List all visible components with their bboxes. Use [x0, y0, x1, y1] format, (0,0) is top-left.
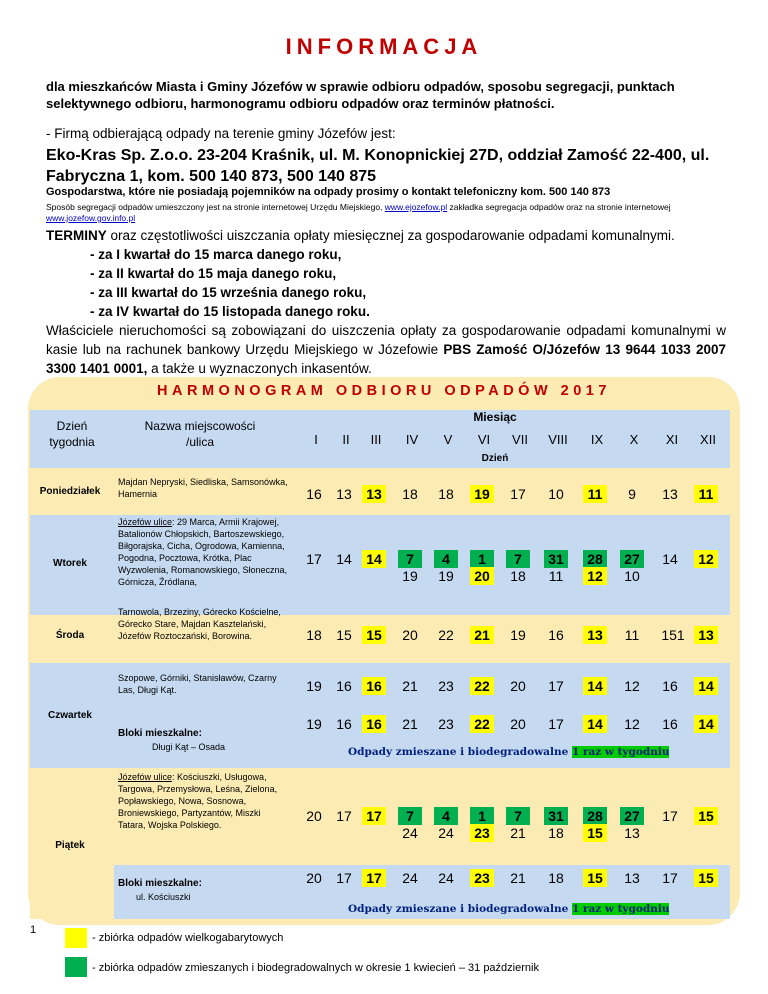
day-cell-tue_top-2: 14 — [336, 551, 352, 567]
place-tuesday-head: Józefów ulice — [118, 517, 173, 527]
firm-address: Eko-Kras Sp. Z.o.o. 23-204 Kraśnik, ul. M. Konopnickiej 27D, oddział Zamość 22-400, ul. Fabryczna 1, kom. 500 140 873, 500 140 875 — [46, 147, 710, 185]
page-title: INFORMACJA — [285, 34, 483, 59]
day-cell-wed-4: 20 — [402, 627, 418, 643]
month-header-7: VII — [512, 432, 528, 447]
month-header-6: VI — [477, 432, 491, 447]
thursday-note-highlight: 1 raz w tygodniu — [571, 746, 670, 758]
owners-paragraph — [46, 321, 726, 378]
day-cell-thu_blocks-1: 19 — [306, 716, 322, 732]
day-cell-thu_blocks-11: 16 — [662, 716, 678, 732]
day-cell-wed-8: 16 — [548, 627, 564, 643]
day-friday: Piątek — [55, 840, 85, 851]
day-cell-fri_blocks-10: 13 — [624, 870, 640, 886]
legend-yellow-text: - zbiórka odpadów wielkogabarytowych — [92, 932, 284, 944]
day-cell-fri_blocks-4: 24 — [402, 870, 418, 886]
day-cell-tue_top-12: 12 — [694, 550, 718, 568]
quarter-1: - za I kwartał do 15 marca danego roku, — [90, 247, 342, 262]
month-header-5: V — [443, 432, 453, 447]
day-cell-wed-9: 13 — [583, 626, 607, 644]
place-monday: Majdan Nepryski, Siedliska, Samsonówka, Hamernia — [118, 477, 288, 499]
ejozefow-link[interactable]: www.ejozefow.pl — [384, 202, 448, 212]
terms-heading-line — [46, 226, 726, 245]
day-wednesday: Środa — [55, 630, 85, 641]
day-cell-tue_bot-6: 20 — [470, 567, 494, 585]
friday-note-text: Odpady zmieszane i biodegradowalne — [348, 903, 569, 915]
day-cell-fri_top-5: 4 — [434, 807, 458, 825]
day-cell-fri_bot-10: 13 — [624, 825, 640, 841]
terms-section — [46, 226, 726, 378]
place-thursday: Szopowe, Górniki, Stanisławów, Czarny Las, Długi Kąt. — [118, 673, 277, 695]
month-header-3: III — [370, 432, 382, 447]
place-wednesday: Tarnowola, Brzeziny, Górecko Kościelne, Górecko Stare, Majdan Kasztelański, Józefów Roztoczański, Borowina. — [118, 607, 281, 641]
terms-heading-rest: oraz częstotliwości uiszczania opłaty miesięcznej za gospodarowanie odpadami komunalnymi. — [110, 228, 675, 243]
month-header-2: II — [342, 432, 350, 447]
day-cell-tue_top-11: 14 — [662, 551, 678, 567]
day-cell-wed-11: 151 — [661, 627, 685, 643]
day-cell-thu_blocks-9: 14 — [583, 715, 607, 733]
day-cell-fri_blocks-9: 15 — [583, 869, 607, 887]
day-cell-mon-11: 13 — [662, 486, 678, 502]
month-header-9: IX — [590, 432, 604, 447]
friday-note-highlight: 1 raz w tygodniu — [571, 903, 670, 915]
day-cell-fri_blocks-3: 17 — [362, 869, 386, 887]
day-cell-wed-12: 13 — [694, 626, 718, 644]
day-cell-wed-2: 15 — [336, 627, 352, 643]
day-cell-mon-1: 16 — [306, 486, 322, 502]
day-cell-thu_blocks-2: 16 — [336, 716, 352, 732]
day-cell-tue_top-6: 1 — [470, 550, 494, 568]
segregation-note — [46, 202, 726, 224]
day-cell-fri_bot-6: 23 — [470, 824, 494, 842]
legend-green-swatch — [65, 957, 87, 977]
page-number: 1 — [30, 924, 37, 936]
day-cell-fri_bot-8: 18 — [548, 825, 564, 841]
place-friday-head: Józefów ulice — [118, 772, 173, 782]
day-cell-fri_blocks-6: 23 — [470, 869, 494, 887]
day-cell-fri_top-6: 1 — [470, 807, 494, 825]
day-cell-tue_top-8: 31 — [544, 550, 568, 568]
segregation-mid: zakładka segregacja odpadów oraz na stronie internetowej — [449, 202, 671, 212]
day-cell-thu_blocks-10: 12 — [624, 716, 640, 732]
day-cell-tue_top-3: 14 — [362, 550, 386, 568]
quarter-2: - za II kwartał do 15 maja danego roku, — [90, 266, 337, 281]
day-cell-mon-7: 17 — [510, 486, 526, 502]
day-cell-fri_bot-5: 24 — [438, 825, 454, 841]
day-cell-mon-2: 13 — [336, 486, 352, 502]
month-header-11: XI — [665, 432, 679, 447]
day-cell-thu_blocks-8: 17 — [548, 716, 564, 732]
day-cell-fri_top-3: 17 — [362, 807, 386, 825]
place-friday-list: : Kościuszki, Usługowa, Targowa, Przemysłowa, Leśna, Zielona, Popławskiego, Nowa, Sosnowa, Broniewskiego, Partyzantów, Miszki Tatara, Wojska Polskiego. — [118, 772, 278, 830]
day-cell-tue_bot-8: 11 — [548, 568, 564, 584]
schedule-title: HARMONOGRAM ODBIORU ODPADÓW 2017 — [157, 383, 611, 399]
place-tuesday — [118, 516, 293, 588]
day-cell-thu_blocks-4: 21 — [402, 716, 418, 732]
day-cell-mon-5: 18 — [438, 486, 454, 502]
segregation-pre: Sposób segregacji odpadów umieszczony jest na stronie internetowej Urzędu Miejskiego, — [46, 202, 383, 212]
day-cell-thu-2: 16 — [336, 678, 352, 694]
day-monday: Poniedziałek — [39, 486, 101, 497]
day-cell-wed-5: 22 — [438, 627, 454, 643]
day-cell-wed-6: 21 — [470, 626, 494, 644]
day-cell-wed-7: 19 — [510, 627, 526, 643]
place-friday — [118, 771, 278, 831]
thursday-blocks-label: Bloki mieszkalne: — [118, 728, 202, 739]
firm-lead: - Firmą odbierającą odpady na terenie gminy Józefów jest: — [46, 126, 396, 141]
day-cell-fri_top-7: 7 — [506, 807, 530, 825]
day-cell-tue_bot-5: 19 — [438, 568, 454, 584]
day-cell-thu-6: 22 — [470, 677, 494, 695]
day-cell-thu_blocks-6: 22 — [470, 715, 494, 733]
day-cell-tue_top-9: 28 — [583, 550, 607, 568]
month-header-8: VIII — [548, 432, 568, 447]
friday-note — [348, 903, 669, 915]
day-cell-fri_top-8: 31 — [544, 807, 568, 825]
quarter-3: - za III kwartał do 15 września danego roku, — [90, 285, 367, 300]
day-cell-thu_blocks-7: 20 — [510, 716, 526, 732]
friday-blocks-label: Bloki mieszkalne: — [118, 878, 202, 889]
day-cell-fri_blocks-11: 17 — [662, 870, 678, 886]
day-cell-mon-4: 18 — [402, 486, 418, 502]
day-cell-tue_bot-9: 12 — [583, 567, 607, 585]
day-cell-fri_bot-7: 21 — [510, 825, 526, 841]
schedule-table — [30, 410, 730, 919]
day-cell-tue_top-7: 7 — [506, 550, 530, 568]
day-cell-mon-9: 11 — [583, 485, 607, 503]
day-cell-wed-1: 18 — [306, 627, 322, 643]
legend-yellow-swatch — [65, 928, 87, 948]
day-cell-wed-3: 15 — [362, 626, 386, 644]
day-cell-thu-11: 16 — [662, 678, 678, 694]
jozefow-gov-link[interactable]: www.jozefow.gov.info.pl — [46, 213, 136, 223]
day-cell-tue_bot-4: 19 — [402, 568, 418, 584]
day-cell-thu-7: 20 — [510, 678, 526, 694]
place-tuesday-list: : 29 Marca, Armii Krajowej, Batalionów Chłopskich, Bartoszewskiego, Biłgorajska, Cicha, Ogrodowa, Kamienna, Pogodna, Pocztowa, Krótka, Plac Wyzwolenia, Romanowskiego, Słoneczna, Górnicza, Źródlana, — [118, 517, 288, 587]
terms-heading: TERMINY — [46, 228, 107, 243]
day-cell-thu-5: 23 — [438, 678, 454, 694]
col-day-header: Dzień tygodnia — [49, 419, 95, 449]
day-cell-tue_top-5: 4 — [434, 550, 458, 568]
contact-note: Gospodarstwa, które nie posiadają pojemników na odpady prosimy o kontakt telefoniczny kom. 500 140 873 — [46, 186, 611, 198]
day-cell-fri_top-2: 17 — [336, 808, 352, 824]
legend-green-text: - zbiórka odpadów zmieszanych i biodegradowalnych w okresie 1 kwiecień – 31 październik — [92, 962, 539, 974]
col-month-header: Miesiąc — [473, 410, 517, 424]
bank-account: PBS Zamość O/Józefów 13 9644 1033 2007 3300 1401 0001, — [46, 342, 726, 376]
day-cell-fri_blocks-1: 20 — [306, 870, 322, 886]
quarter-4: - za IV kwartał do 15 listopada danego roku. — [90, 304, 370, 319]
owners-post: a także u wyznaczonych inkasentów. — [151, 361, 372, 376]
day-cell-thu-10: 12 — [624, 678, 640, 694]
day-cell-thu-1: 19 — [306, 678, 322, 694]
day-cell-tue_bot-10: 10 — [624, 568, 640, 584]
day-cell-tue_top-10: 27 — [620, 550, 644, 568]
day-cell-fri_top-12: 15 — [694, 807, 718, 825]
day-cell-fri_blocks-7: 21 — [510, 870, 526, 886]
day-cell-mon-6: 19 — [470, 485, 494, 503]
day-cell-tue_top-1: 17 — [306, 551, 322, 567]
month-header-1: I — [314, 432, 318, 447]
day-cell-fri_blocks-12: 15 — [694, 869, 718, 887]
day-cell-thu-12: 14 — [694, 677, 718, 695]
col-daynum-header: Dzień — [481, 453, 509, 464]
day-cell-thu_blocks-3: 16 — [362, 715, 386, 733]
day-cell-mon-8: 10 — [548, 486, 564, 502]
month-header-10: X — [629, 432, 639, 447]
day-cell-thu_blocks-12: 14 — [694, 715, 718, 733]
day-cell-mon-12: 11 — [694, 485, 718, 503]
day-cell-wed-10: 11 — [624, 627, 640, 643]
thursday-note — [348, 746, 669, 758]
intro-text: dla mieszkańców Miasta i Gminy Józefów w sprawie odbioru odpadów, sposobu segregacji, punktach selektywnego odbioru, harmonogramu odbioru odpadów oraz terminów płatności. — [46, 79, 675, 111]
day-cell-fri_blocks-5: 24 — [438, 870, 454, 886]
day-cell-fri_blocks-2: 17 — [336, 870, 352, 886]
day-cell-fri_top-11: 17 — [662, 808, 678, 824]
day-tuesday: Wtorek — [53, 558, 87, 569]
thursday-note-text: Odpady zmieszane i biodegradowalne — [348, 746, 569, 758]
owners-pre: Właściciele nieruchomości są zobowiązani do uiszczenia opłaty za gospodarowanie odpadami komunalnymi w kasie lub na rachunek bankowy Urzędu Miejskiego w Józefowie — [46, 323, 726, 357]
month-header-12: XII — [700, 432, 716, 447]
col-place-header: Nazwa miejscowości /ulica — [144, 419, 256, 449]
day-cell-thu_blocks-5: 23 — [438, 716, 454, 732]
day-cell-fri_top-9: 28 — [583, 807, 607, 825]
thursday-blocks-sub: Długi Kąt – Osada — [152, 742, 226, 752]
day-cell-fri_top-1: 20 — [306, 808, 322, 824]
day-cell-fri_top-4: 7 — [398, 807, 422, 825]
day-cell-fri_bot-9: 15 — [583, 824, 607, 842]
day-cell-mon-3: 13 — [362, 485, 386, 503]
day-cell-thu-3: 16 — [362, 677, 386, 695]
day-cell-thu-8: 17 — [548, 678, 564, 694]
day-cell-tue_top-4: 7 — [398, 550, 422, 568]
day-cell-mon-10: 9 — [628, 486, 636, 502]
day-cell-fri_top-10: 27 — [620, 807, 644, 825]
day-cell-tue_bot-7: 18 — [510, 568, 526, 584]
day-cell-fri_blocks-8: 18 — [548, 870, 564, 886]
month-header-4: IV — [405, 432, 419, 447]
day-cell-fri_bot-4: 24 — [402, 825, 418, 841]
day-cell-thu-4: 21 — [402, 678, 418, 694]
day-thursday: Czwartek — [48, 710, 92, 721]
friday-blocks-sub: ul. Kościuszki — [136, 892, 191, 902]
day-cell-thu-9: 14 — [583, 677, 607, 695]
